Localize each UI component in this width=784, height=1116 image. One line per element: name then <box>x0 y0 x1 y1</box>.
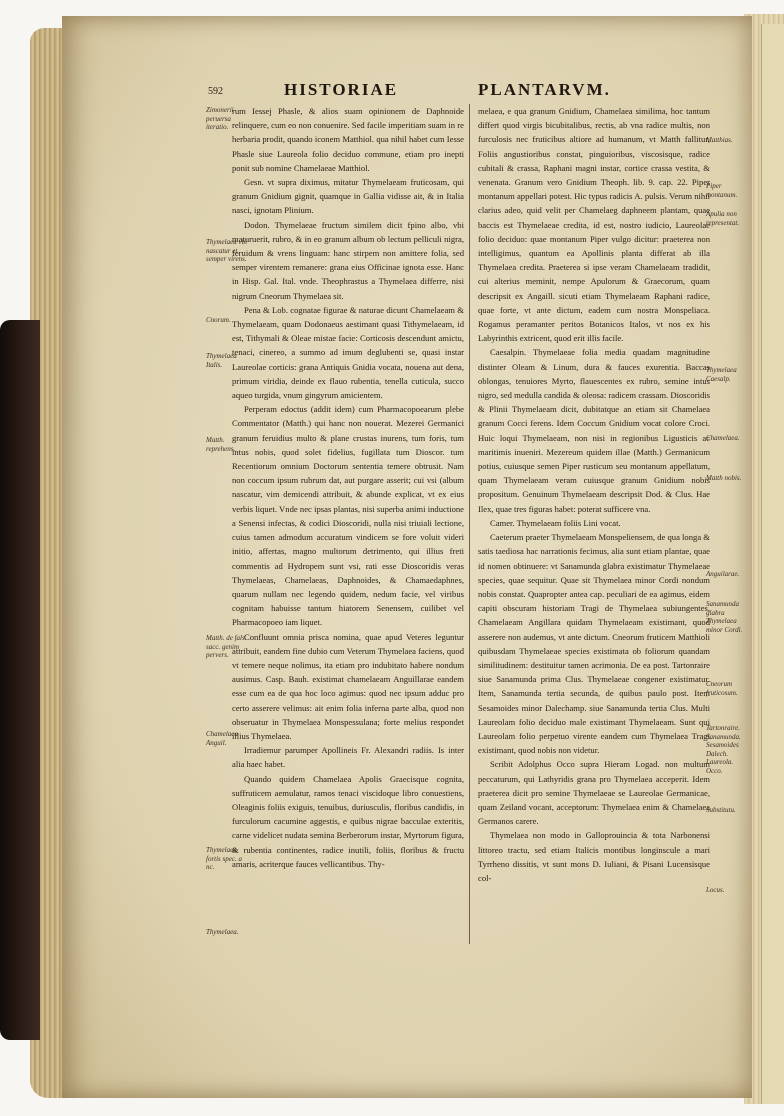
margin-note: Chamelaea. <box>706 434 740 442</box>
margin-note: Matth. de fals. sacc. genim pervers. <box>206 634 247 659</box>
left-text-column <box>232 104 464 944</box>
paragraph: Pena & Lob. cognatae figurae & naturae dicunt Chamelaeam & Thymelaeam, quam Dodonaeus aestimant quasi Tithymelaeam, id est, Tithymali & Oleae mistae facie: Corticosis descendunt amictu, tenaci, cinereo, a summo ad imum deglubenti se, quasi instar Laureolae corticis: grana Antiquis Gnidia vocata, nouena aut dena, primum viridia, deinde ex flauo rubentia, tenella cuticula, succo aqueo turgida, vnum gingyrum amicientem. <box>232 304 464 401</box>
paragraph: Camer. Thymelaeam foliis Lini vocat. <box>490 517 621 528</box>
margin-note: Chamelaea Anguil. <box>206 730 238 747</box>
next-page-edge <box>761 24 784 1104</box>
paragraph: Irradiemur parumper Apollineis Fr. Alexandri radiis. Is inter alia haec habet. <box>232 745 464 770</box>
paragraph: Quando quidem Chamelaea Apolis Graecisque cognita, suffruticem aemulatur, ramos tenaci viscidoque libro conuestiens, Oleaginis foliis exiguis, tenuibus, duriusculis, floribus candidis, in furculorum cacumine aggestis, e quibus nigrae bacculae exteritis, carne videlicet nudata semina Berberorum instar, Myrtorum figura, & rubentia continentes, radice inutili, foliis, floribus & fructu amaris, acriterque fauces vellicantibus. Thy- <box>232 773 464 869</box>
paragraph: Caeterum praeter Thymelaeam Monspeliensem, de qua longa & satis taediosa hac narrationis fecimus, alia sunt etiam plantae, quae id nomen obtinuere: vt Sanamunda glabra existimatur Thymelaeae species, quae sequitur. Quae sit Thymelaea minor Cordi nondum nobis constat. Quapropter antea cap. peculiari de ea agimus, eidem capiti obscuram historiam Tragi de Thymelaea subiungentes, Chamelaeam Angillara quidam Thymelaeam existimant, quod asserere non audemus, vt ante dictum. Cneorum fruticem Matthioli quibusdam Thymelaeae species existimata ob foliorum quandam similitudinem: destituitur tamen acrimonia. De ea post. Tartonraire siue Sanamunda prima Clus. Thymelaeae congener existimatur. Item, Sanamunda tertia secunda, de quibus paulo post. Item Sesamoides minor Dalechamp. siue Sanamunda tertia Clus. Multi Laureolam folio deciduo male existimant Thymelaeam. Sunt qui Laureolam folio perpetuo virente eandem cum Thymelaea Tragi existimant, quod nobis non videtur. <box>478 532 710 756</box>
paragraph: Caesalpin. Thymelaeae folia media quadam magnitudine distinter Oleam & Linum, dura & fauces exurentia. Baccas oblongas, tenuiores Myrto, flauescentes ex rubro, semine intus nigro, sed medulla candida & oleosa: radicem crassam. Dioscoridis & Plinii Thymelaeam dicit, dubitatque an etiam sit Chamelaea granum Cocci ferens. Idem Coccum Gnidium vocat colore Croci. Huic loqui Thymelaeam, non nisi in regionibus Ligusticis ac maritimis inueniri. Mezereum quidem illae (Matth.) Germanicum potius, cuiusque semen Piper rusticum seu montanum appellatum, quam Thymelaeam veram cuiusque granum Gnidium nobis propositum. Genuinum Thymelaeam descripsit Dod. & Clus. Hae Ilex, quae tres figuras habet: poterat sufficere vna. <box>478 347 710 514</box>
paragraph: Perperam edoctus (addit idem) cum Pharmacopoearum plebe Commentator (Matth.) qui hanc non nouerat. Mezerei Germanici granum feruidius multo & plane crustas inurens, tum foris, tum intus nobis, quod solet fidelius, fugillata tum Dioscor. tum Recentiorum omnium Doctorum sententia temere obtrusit. Nam non coccum ipsum rubrum dat, aut purgare asserit; cui vsi (album nascatur, vim demicendi attribuit, & abunde explicat, vt ex eius verbis liquet. Vnde nec ipsas plantas, nisi superba animi inductione a Senensi infectas, & codici Dioscoridi, nulla nisi triuiali lectione, cuius tamen admodum accuratum vindicem se fore voluit videri initio, affertas, magno multorum detrimento, qui illius freti commentis ad Hydropem sunt vsi, rati esse Dioscoridis veras Thymelaeas, Chamelaeas, Daphnoides, & Chamaedaphnes, quarum nullam nec legendo quidem, nedum facie, vel viribus cognitam habuisse tantum hiatorem Senensem, cuilibet vel Pharmacopoeo iam liquet. <box>232 404 464 628</box>
book-spine <box>0 320 40 1040</box>
margin-note: Matth nobis. <box>706 474 742 482</box>
paragraph: melaea, e qua granum Gnidium, Chamelaea similima, hoc tantum differt quod virgis bicubitalibus, rectis, ab vna radice multis, non furculosis nec fruticibus altiore ad humanum, vt Matth fallitur, Foliis angustioribus constat, pinguioribus, viscosisque, radice cubitali & crassa, Raphani magni instar, cortice crassa vestita, & venenata. Granum vero Gnidium Theoph. lib. 9. cap. 22. Piper montanum appellari potest. Hic typus radicis A. pulsis. Verum nihil clarius adeo, quid velit per Chamelaeg daphneem plantam, quae baccis est Thymelaeae credita, id est, nostro iudicio, Laureolae folio deciduo: quae montanum Piper vulgo dicitur: praeterea non intelligimus, quantum ea Apollinis planta differat ab illa Thymelaea credita. Praeterea si ipse veram Chamelaeam tradidit, cui alterius meminit, nempe Apulorum & Graecorum, quam descripsit ex Angaill. sicuti etiam Thymelaeam Raphani radice, quae forte, vt ante dictum, eadem cum nostra Monspeliaca. Rogamus peramanter peritos Botanicos Italos, vt nos ex his Labyrinthis extricent, quod erit illis facile. <box>478 106 710 344</box>
margin-note: Thymelaea vbi nascatur et semper virens. <box>206 238 248 263</box>
margin-note: Locus. <box>706 886 725 894</box>
page-number: 592 <box>208 86 223 97</box>
paragraph: Dodon. Thymelaeae fructum similem dicit fpino albo, vbi maturuerit, rubro, & in eo granum album ob lectum pelliculi nigra, feruidum & vrens linguam: hanc stirpem non amittere folia, sed semper virentem remanere: grana eius Officinae ignota esse. Hanc in Hisp. Gal. Ital. vnde. Theophrastus a Thymelaea differre, nisi nigrum Cneorum Thymelaea sit. <box>232 219 464 301</box>
right-text-column <box>478 104 710 944</box>
margin-note: Thymelaea fortis spec. a nc. <box>206 846 242 871</box>
margin-note: Substitutu. <box>706 806 736 814</box>
running-title-left: HISTORIAE <box>284 80 399 99</box>
paragraph: Scribit Adolphus Occo supra Hieram Logad. non multum peccaturum, qui Lathyridis grana pro Thymelaea acceperit. Idem praeterea dicit pro semine Thymelaeae se Laureolae Germanicae, quam Zeiland vocant, acceptorum: Thymelaea enim & Chamelaea Germanos carere. <box>478 759 710 827</box>
margin-note: Sanamunda glabra Thymelaea minor Cordi. <box>706 600 743 634</box>
margin-note: Thymelaea Italis. <box>206 352 237 369</box>
margin-note: Thymelaea Caesalp. <box>706 366 737 383</box>
margin-note: Matthias. <box>706 136 733 144</box>
margin-note: Tartonraire. Sanamunda. Sesamoides Dalech. Laureola. Occo. <box>706 724 741 775</box>
margin-note: Zimonerii peruersa iteratio. <box>206 106 234 131</box>
margin-note: Apulia non representat. <box>706 210 740 227</box>
margin-note: Cneorum fruticosum. <box>706 680 738 697</box>
margin-note: Matth. reprehens. <box>206 436 236 453</box>
running-title-right: PLANTARVM. <box>478 80 611 99</box>
paragraph: rum Iessej Phasle, & alios suam opinionem de Daphnoide relinquere, cum eo non conuenire. Sed facile imperitiam suam in re herbaria prodit, quando iconem Matthiol. qua nihil habet cum Iesse Phasle siue Laureola folio deciduo commune, etiam pro inepti ponit sub nomine Chamelaeae Matthiol. <box>232 106 464 173</box>
margin-note: Anguilarae. <box>706 570 740 578</box>
margin-note: Cnorum. <box>206 316 231 324</box>
paragraph: Confluunt omnia prisca nomina, quae apud Veteres leguntur attribuit, eandem fine dubio cum Veterum Thymelaea faciens, quod vt temere neque nolimus, ita etiam pro indubitato habere nondum ausimus. Casp. Bauh. existimat chamelaeam Anguillarae eandem esse cum ea de qua hoc loco agimus: quod nec ipsum adduc pro certo asserere velimus: ait enim folia inferna parte alba, quod non obseruatur in Thymelaea Monspessulana; forte melius respondet illius Thymelaea. <box>232 631 464 741</box>
paragraph: Gesn. vt supra diximus, mitatur Thymelaeam fruticosam, qui granum Gnidium gignit, quamque in Gallia vidisse ait, & in Italia nasci, ignotam Plinium. <box>232 177 464 216</box>
margin-note: Piper montanum. <box>706 182 738 199</box>
paragraph: Thymelaea non modo in Galloprouincia & tota Narbonensi littoreo tractu, sed etiam Italicis montibus longinscule a mari Tyrrheno dissitis, vt sunt mons D. Iuliani, & Pisani Lucensisque col- <box>478 830 710 883</box>
margin-note: Thymelaea. <box>206 928 239 936</box>
column-rule <box>469 104 470 944</box>
